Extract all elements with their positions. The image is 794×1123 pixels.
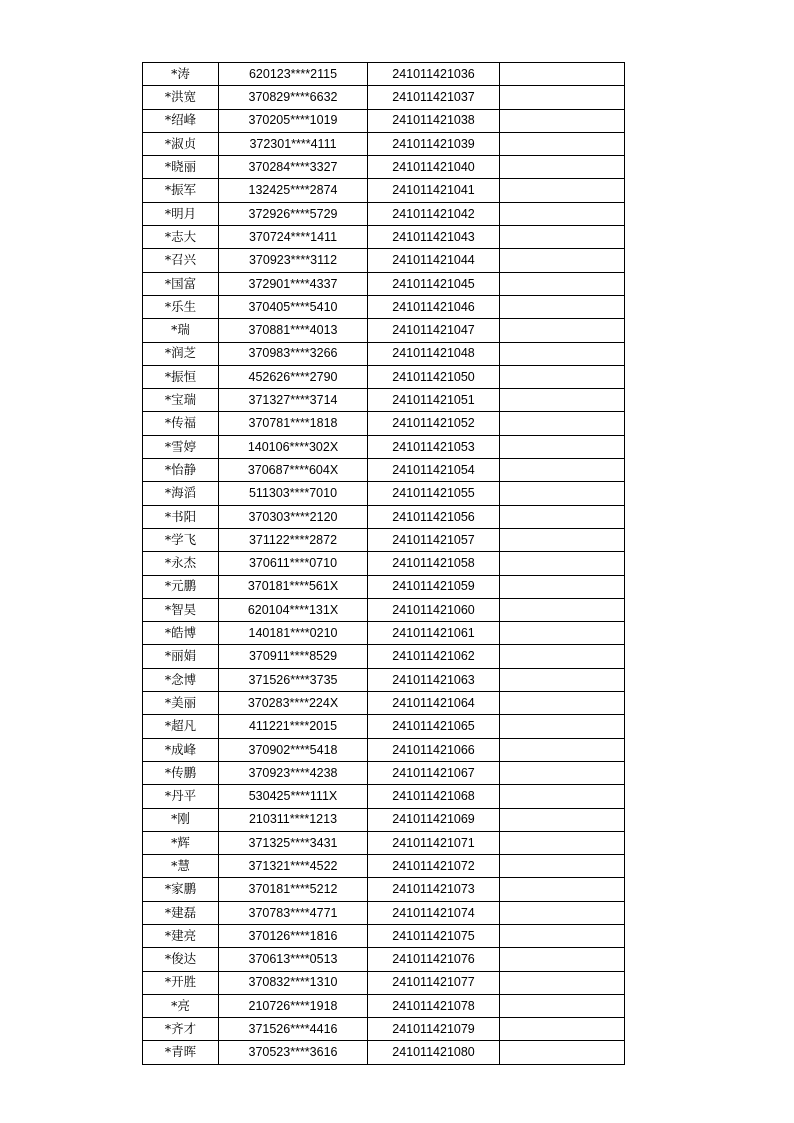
name-cell: *洪宽	[143, 86, 219, 109]
ticket-number-cell: 241011421072	[368, 855, 500, 878]
ticket-number-cell: 241011421074	[368, 901, 500, 924]
ticket-number-cell: 241011421059	[368, 575, 500, 598]
ticket-number-cell: 241011421053	[368, 435, 500, 458]
ticket-number-cell: 241011421046	[368, 295, 500, 318]
id-number-cell: 210311****1213	[219, 808, 368, 831]
remark-cell	[500, 156, 625, 179]
table-row	[143, 389, 625, 412]
name-cell: *慧	[143, 855, 219, 878]
remark-cell	[500, 994, 625, 1017]
name-cell: *志大	[143, 226, 219, 249]
name-cell: *智昊	[143, 598, 219, 621]
roster-table-body	[143, 63, 625, 1065]
ticket-number-cell: 241011421078	[368, 994, 500, 1017]
remark-cell	[500, 924, 625, 947]
remark-cell	[500, 365, 625, 388]
table-row	[143, 1018, 625, 1041]
id-number-cell: 140181****0210	[219, 622, 368, 645]
id-number-cell: 371327****3714	[219, 389, 368, 412]
name-cell: *丽娟	[143, 645, 219, 668]
table-row	[143, 1041, 625, 1064]
name-cell: *美丽	[143, 692, 219, 715]
id-number-cell: 370829****6632	[219, 86, 368, 109]
name-cell: *建磊	[143, 901, 219, 924]
name-cell: *建亮	[143, 924, 219, 947]
remark-cell	[500, 109, 625, 132]
id-number-cell: 132425****2874	[219, 179, 368, 202]
ticket-number-cell: 241011421062	[368, 645, 500, 668]
ticket-number-cell: 241011421040	[368, 156, 500, 179]
name-cell: *辉	[143, 831, 219, 854]
name-cell: *振军	[143, 179, 219, 202]
name-cell: *召兴	[143, 249, 219, 272]
ticket-number-cell: 241011421071	[368, 831, 500, 854]
id-number-cell: 370126****1816	[219, 924, 368, 947]
table-row	[143, 668, 625, 691]
name-cell: *海滔	[143, 482, 219, 505]
ticket-number-cell: 241011421050	[368, 365, 500, 388]
ticket-number-cell: 241011421056	[368, 505, 500, 528]
id-number-cell: 620104****131X	[219, 598, 368, 621]
remark-cell	[500, 855, 625, 878]
remark-cell	[500, 738, 625, 761]
table-row	[143, 459, 625, 482]
ticket-number-cell: 241011421052	[368, 412, 500, 435]
ticket-number-cell: 241011421051	[368, 389, 500, 412]
table-row	[143, 202, 625, 225]
ticket-number-cell: 241011421079	[368, 1018, 500, 1041]
name-cell: *瑞	[143, 319, 219, 342]
table-row	[143, 971, 625, 994]
remark-cell	[500, 668, 625, 691]
name-cell: *淑贞	[143, 132, 219, 155]
table-row	[143, 272, 625, 295]
name-cell: *念博	[143, 668, 219, 691]
table-row	[143, 132, 625, 155]
ticket-number-cell: 241011421076	[368, 948, 500, 971]
table-row	[143, 575, 625, 598]
name-cell: *超凡	[143, 715, 219, 738]
name-cell: *宝瑞	[143, 389, 219, 412]
ticket-number-cell: 241011421061	[368, 622, 500, 645]
name-cell: *书阳	[143, 505, 219, 528]
table-row	[143, 412, 625, 435]
ticket-number-cell: 241011421058	[368, 552, 500, 575]
name-cell: *传鹏	[143, 761, 219, 784]
name-cell: *雪婷	[143, 435, 219, 458]
ticket-number-cell: 241011421057	[368, 528, 500, 551]
table-row	[143, 156, 625, 179]
table-row	[143, 86, 625, 109]
ticket-number-cell: 241011421069	[368, 808, 500, 831]
remark-cell	[500, 412, 625, 435]
table-row	[143, 785, 625, 808]
name-cell: *涛	[143, 63, 219, 86]
remark-cell	[500, 808, 625, 831]
roster-table	[142, 62, 625, 1065]
id-number-cell: 371122****2872	[219, 528, 368, 551]
ticket-number-cell: 241011421077	[368, 971, 500, 994]
id-number-cell: 370923****3112	[219, 249, 368, 272]
remark-cell	[500, 342, 625, 365]
table-row	[143, 692, 625, 715]
name-cell: *明月	[143, 202, 219, 225]
remark-cell	[500, 948, 625, 971]
table-row	[143, 924, 625, 947]
remark-cell	[500, 598, 625, 621]
ticket-number-cell: 241011421080	[368, 1041, 500, 1064]
table-row	[143, 878, 625, 901]
id-number-cell: 371325****3431	[219, 831, 368, 854]
name-cell: *乐生	[143, 295, 219, 318]
table-row	[143, 63, 625, 86]
name-cell: *晓丽	[143, 156, 219, 179]
name-cell: *国富	[143, 272, 219, 295]
table-row	[143, 645, 625, 668]
id-number-cell: 452626****2790	[219, 365, 368, 388]
remark-cell	[500, 179, 625, 202]
table-row	[143, 365, 625, 388]
id-number-cell: 370724****1411	[219, 226, 368, 249]
remark-cell	[500, 435, 625, 458]
id-number-cell: 370881****4013	[219, 319, 368, 342]
table-row	[143, 552, 625, 575]
id-number-cell: 371526****3735	[219, 668, 368, 691]
ticket-number-cell: 241011421044	[368, 249, 500, 272]
table-row	[143, 622, 625, 645]
remark-cell	[500, 202, 625, 225]
remark-cell	[500, 831, 625, 854]
table-row	[143, 109, 625, 132]
ticket-number-cell: 241011421036	[368, 63, 500, 86]
table-row	[143, 342, 625, 365]
table-row	[143, 761, 625, 784]
table-row	[143, 528, 625, 551]
ticket-number-cell: 241011421054	[368, 459, 500, 482]
ticket-number-cell: 241011421048	[368, 342, 500, 365]
remark-cell	[500, 226, 625, 249]
table-row	[143, 249, 625, 272]
name-cell: *亮	[143, 994, 219, 1017]
ticket-number-cell: 241011421045	[368, 272, 500, 295]
name-cell: *丹平	[143, 785, 219, 808]
ticket-number-cell: 241011421065	[368, 715, 500, 738]
id-number-cell: 371321****4522	[219, 855, 368, 878]
ticket-number-cell: 241011421066	[368, 738, 500, 761]
name-cell: *青晖	[143, 1041, 219, 1064]
name-cell: *振恒	[143, 365, 219, 388]
id-number-cell: 370832****1310	[219, 971, 368, 994]
remark-cell	[500, 785, 625, 808]
remark-cell	[500, 1018, 625, 1041]
name-cell: *皓博	[143, 622, 219, 645]
remark-cell	[500, 715, 625, 738]
remark-cell	[500, 622, 625, 645]
remark-cell	[500, 528, 625, 551]
name-cell: *怡静	[143, 459, 219, 482]
remark-cell	[500, 482, 625, 505]
id-number-cell: 140106****302X	[219, 435, 368, 458]
id-number-cell: 370783****4771	[219, 901, 368, 924]
remark-cell	[500, 761, 625, 784]
id-number-cell: 372901****4337	[219, 272, 368, 295]
id-number-cell: 370983****3266	[219, 342, 368, 365]
remark-cell	[500, 132, 625, 155]
remark-cell	[500, 645, 625, 668]
remark-cell	[500, 878, 625, 901]
remark-cell	[500, 389, 625, 412]
table-row	[143, 319, 625, 342]
table-row	[143, 855, 625, 878]
name-cell: *家鹏	[143, 878, 219, 901]
ticket-number-cell: 241011421055	[368, 482, 500, 505]
table-row	[143, 226, 625, 249]
table-row	[143, 994, 625, 1017]
id-number-cell: 370205****1019	[219, 109, 368, 132]
id-number-cell: 370181****561X	[219, 575, 368, 598]
id-number-cell: 370303****2120	[219, 505, 368, 528]
id-number-cell: 620123****2115	[219, 63, 368, 86]
table-row	[143, 808, 625, 831]
id-number-cell: 372301****4111	[219, 132, 368, 155]
remark-cell	[500, 319, 625, 342]
name-cell: *成峰	[143, 738, 219, 761]
ticket-number-cell: 241011421060	[368, 598, 500, 621]
id-number-cell: 370284****3327	[219, 156, 368, 179]
ticket-number-cell: 241011421047	[368, 319, 500, 342]
ticket-number-cell: 241011421038	[368, 109, 500, 132]
id-number-cell: 370181****5212	[219, 878, 368, 901]
id-number-cell: 370923****4238	[219, 761, 368, 784]
ticket-number-cell: 241011421043	[368, 226, 500, 249]
table-row	[143, 715, 625, 738]
name-cell: *传福	[143, 412, 219, 435]
remark-cell	[500, 552, 625, 575]
remark-cell	[500, 86, 625, 109]
id-number-cell: 210726****1918	[219, 994, 368, 1017]
ticket-number-cell: 241011421063	[368, 668, 500, 691]
name-cell: *开胜	[143, 971, 219, 994]
ticket-number-cell: 241011421037	[368, 86, 500, 109]
table-row	[143, 831, 625, 854]
table-row	[143, 505, 625, 528]
remark-cell	[500, 295, 625, 318]
id-number-cell: 372926****5729	[219, 202, 368, 225]
remark-cell	[500, 272, 625, 295]
table-row	[143, 482, 625, 505]
remark-cell	[500, 901, 625, 924]
id-number-cell: 370523****3616	[219, 1041, 368, 1064]
table-row	[143, 435, 625, 458]
id-number-cell: 511303****7010	[219, 482, 368, 505]
name-cell: *元鹏	[143, 575, 219, 598]
ticket-number-cell: 241011421068	[368, 785, 500, 808]
remark-cell	[500, 575, 625, 598]
table-row	[143, 948, 625, 971]
remark-cell	[500, 249, 625, 272]
ticket-number-cell: 241011421073	[368, 878, 500, 901]
ticket-number-cell: 241011421039	[368, 132, 500, 155]
remark-cell	[500, 692, 625, 715]
remark-cell	[500, 1041, 625, 1064]
table-row	[143, 738, 625, 761]
id-number-cell: 371526****4416	[219, 1018, 368, 1041]
name-cell: *润芝	[143, 342, 219, 365]
ticket-number-cell: 241011421067	[368, 761, 500, 784]
ticket-number-cell: 241011421064	[368, 692, 500, 715]
table-row	[143, 295, 625, 318]
id-number-cell: 370611****0710	[219, 552, 368, 575]
id-number-cell: 370613****0513	[219, 948, 368, 971]
id-number-cell: 370405****5410	[219, 295, 368, 318]
table-row	[143, 179, 625, 202]
ticket-number-cell: 241011421075	[368, 924, 500, 947]
table-row	[143, 598, 625, 621]
name-cell: *刚	[143, 808, 219, 831]
id-number-cell: 370687****604X	[219, 459, 368, 482]
name-cell: *学飞	[143, 528, 219, 551]
remark-cell	[500, 459, 625, 482]
id-number-cell: 370781****1818	[219, 412, 368, 435]
name-cell: *齐才	[143, 1018, 219, 1041]
name-cell: *绍峰	[143, 109, 219, 132]
remark-cell	[500, 63, 625, 86]
ticket-number-cell: 241011421042	[368, 202, 500, 225]
remark-cell	[500, 505, 625, 528]
id-number-cell: 530425****111X	[219, 785, 368, 808]
remark-cell	[500, 971, 625, 994]
id-number-cell: 370902****5418	[219, 738, 368, 761]
id-number-cell: 370283****224X	[219, 692, 368, 715]
name-cell: *俊达	[143, 948, 219, 971]
id-number-cell: 411221****2015	[219, 715, 368, 738]
table-row	[143, 901, 625, 924]
ticket-number-cell: 241011421041	[368, 179, 500, 202]
id-number-cell: 370911****8529	[219, 645, 368, 668]
name-cell: *永杰	[143, 552, 219, 575]
